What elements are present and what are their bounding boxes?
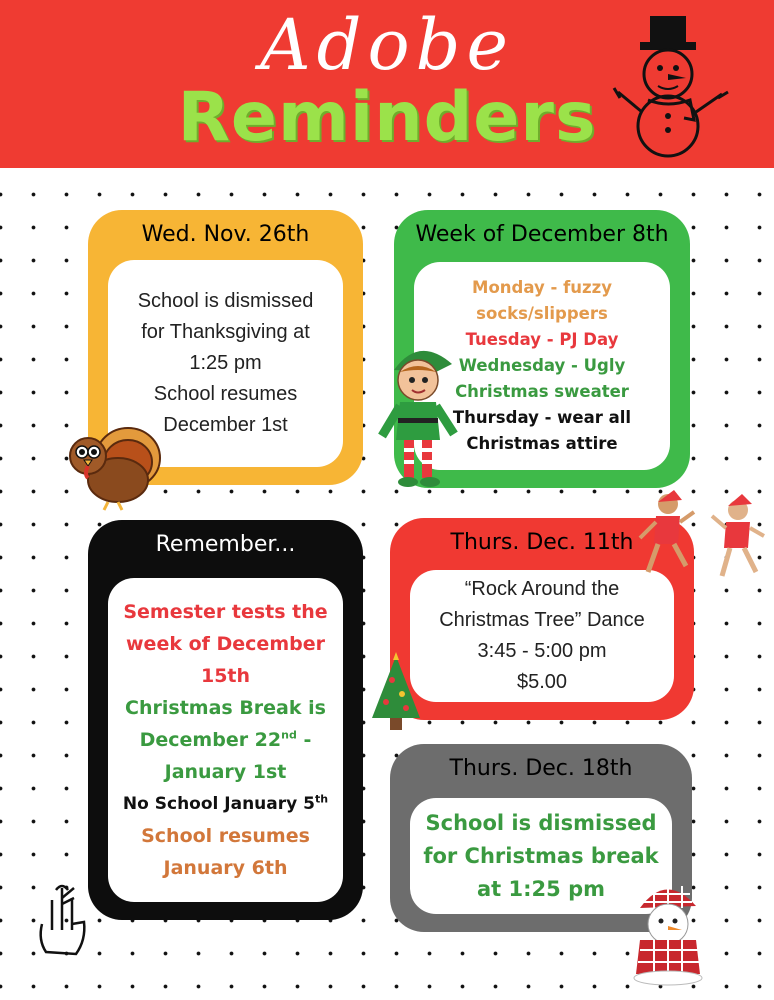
card-remember <box>88 520 363 920</box>
text-line: Christmas sweater <box>455 382 629 401</box>
text-fragment: December 22 <box>139 729 282 751</box>
title-main: Reminders <box>177 78 597 157</box>
text-line: Monday - fuzzy <box>472 278 612 297</box>
text-line: Christmas Tree” Dance <box>439 609 645 631</box>
ordinal-suffix: nd <box>281 728 297 742</box>
text-line: January 1st <box>164 761 287 783</box>
title-script: Adobe <box>260 4 514 86</box>
ordinal-suffix: th <box>314 792 329 806</box>
text-line <box>140 724 312 756</box>
text-line: Semester tests the <box>123 601 328 623</box>
text-line: at 1:25 pm <box>477 876 605 901</box>
text-line: 3:45 - 5:00 pm <box>477 640 607 662</box>
text-line: School is dismissed <box>137 290 314 312</box>
text-line: Thursday - wear all <box>452 408 632 427</box>
card-heading: Thurs. Dec. 18th <box>449 756 633 781</box>
text-line: School is dismissed <box>425 810 657 835</box>
snowman-icon <box>612 8 732 158</box>
card-heading: Thurs. Dec. 11th <box>450 530 634 555</box>
header-banner <box>0 0 774 168</box>
card-heading: Week of December 8th <box>415 222 669 247</box>
card-body <box>410 570 674 702</box>
text-line: socks/slippers <box>476 304 608 323</box>
text-line: $5.00 <box>516 671 568 693</box>
hand-icon <box>26 880 98 962</box>
text-line: Wednesday - Ugly <box>458 356 626 375</box>
text-line: Christmas Break is <box>125 697 326 719</box>
tree-icon <box>362 650 430 734</box>
text-line: Christmas attire <box>466 434 618 453</box>
card-heading: Remember... <box>155 532 296 557</box>
text-line: School resumes <box>153 383 298 405</box>
text-line: School resumes <box>141 825 310 847</box>
text-fragment: No School January 5 <box>122 794 315 814</box>
text-line: December 1st <box>163 414 288 436</box>
elf-icon <box>374 340 464 495</box>
text-line: January 6th <box>163 857 288 879</box>
text-line: for Christmas break <box>423 843 659 868</box>
text-line: 15th <box>200 665 251 687</box>
text-line: 1:25 pm <box>189 352 262 374</box>
text-line <box>123 788 328 820</box>
text-line: “Rock Around the <box>464 578 620 600</box>
card-heading: Wed. Nov. 26th <box>141 222 310 247</box>
text-line: Tuesday - PJ Day <box>465 330 619 349</box>
text-line: week of December <box>126 633 325 655</box>
snowman-plush-icon <box>618 878 718 986</box>
text-line: for Thanksgiving at <box>141 321 310 343</box>
text-fragment: - <box>296 729 312 751</box>
deer-icon <box>634 488 769 583</box>
card-body <box>108 578 343 902</box>
turkey-icon <box>58 418 168 513</box>
